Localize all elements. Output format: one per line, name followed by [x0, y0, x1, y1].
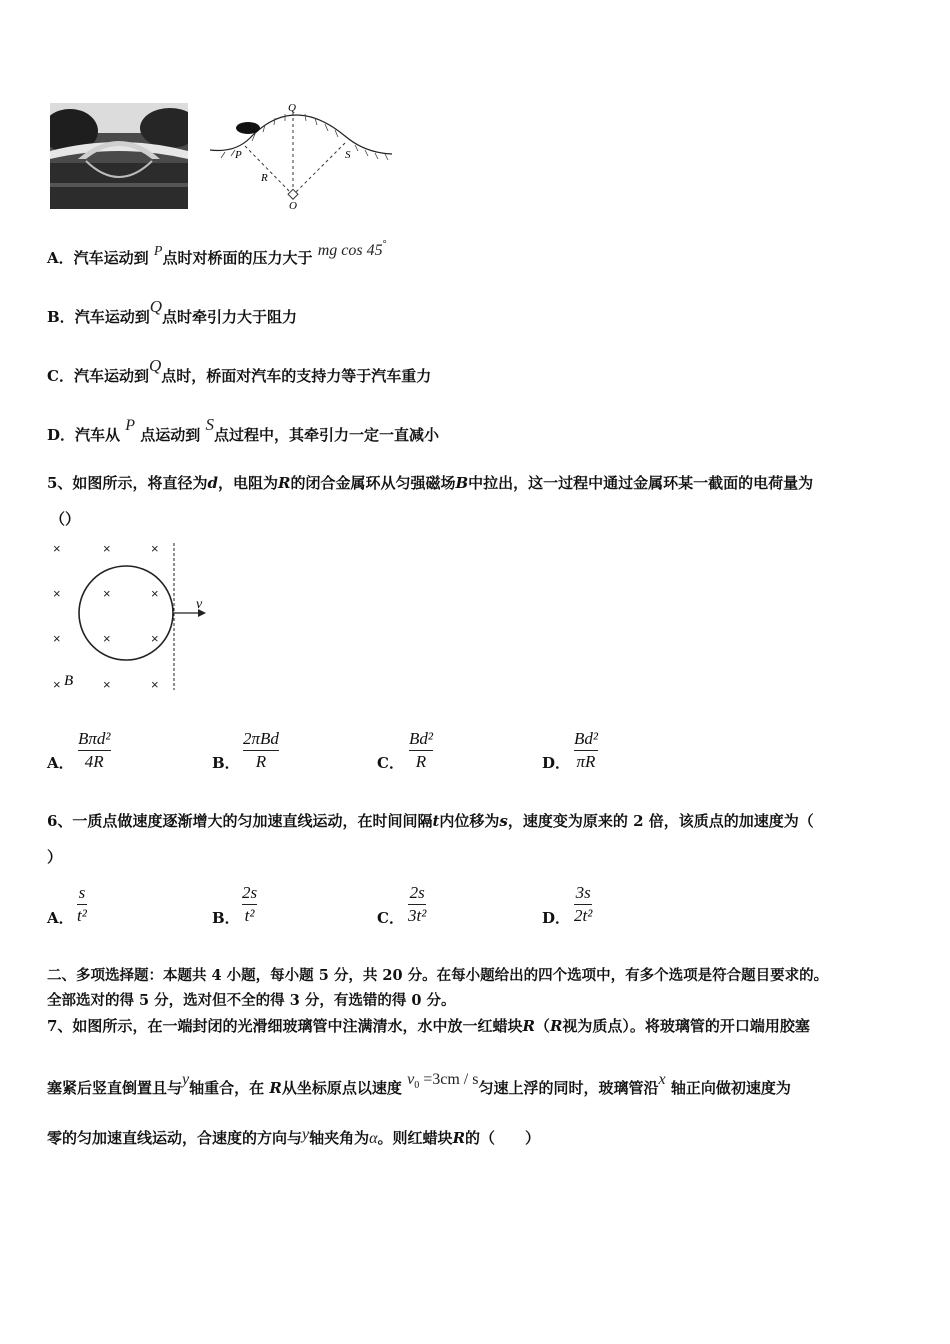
option-text: 点过程中，其牵引力一定一直减小 — [214, 426, 440, 444]
var-d: d — [207, 474, 218, 492]
q6-stem-line1 — [47, 811, 814, 831]
q5-option-a-fraction — [78, 729, 111, 772]
q5-stem-line2: （） — [50, 510, 81, 528]
option-text: 汽车运动到 — [73, 367, 149, 385]
q5-option-d-letter[interactable]: D． — [542, 754, 571, 772]
option-letter: B． — [47, 308, 75, 326]
fraction-bar — [408, 904, 426, 905]
var-r: R — [269, 1079, 282, 1097]
stem-text: 。则红蜡块 — [377, 1129, 453, 1147]
option-text: 点时牵引力大于阻力 — [161, 308, 297, 326]
svg-text:×: × — [103, 677, 111, 692]
field-crosses — [53, 541, 159, 692]
svg-text:×: × — [53, 541, 61, 556]
svg-text:×: × — [103, 631, 111, 646]
arch-bridge-diagram — [205, 98, 400, 213]
magnetic-field-diagram — [48, 535, 218, 695]
stem-text: 轴夹角为 — [309, 1129, 370, 1147]
var-r: R — [549, 1017, 563, 1035]
label-b: B — [64, 673, 74, 689]
q4-option-d[interactable] — [47, 415, 440, 446]
fraction-bar — [409, 750, 433, 751]
var-v: v — [407, 1071, 415, 1088]
q6-option-a-letter[interactable]: A． — [47, 909, 74, 927]
svg-text:×: × — [53, 677, 61, 692]
svg-text:×: × — [53, 586, 61, 601]
numerator: Bπd² — [78, 729, 111, 748]
denominator: πR — [576, 752, 596, 771]
var-r: R — [452, 1129, 466, 1147]
stem-text: 的（ ） — [465, 1129, 541, 1147]
q5-option-b-letter[interactable]: B． — [212, 754, 240, 772]
option-text: 点时，桥面对汽车的支持力等于汽车重力 — [161, 367, 432, 385]
stem-text: ，速度变为原来的 2 倍，该质点的加速度为（ — [507, 812, 814, 830]
fraction-bar — [243, 750, 279, 751]
q4-option-a[interactable] — [47, 239, 387, 271]
var-r: R — [277, 474, 291, 492]
q5-option-d-fraction — [574, 729, 598, 772]
option-letter: D． — [47, 426, 76, 444]
section2-instructions: 全部选对的得 5 分，选对但不全的得 3 分，有选错的得 0 分。 — [47, 992, 456, 1009]
subscript: 0 — [414, 1080, 420, 1091]
stem-text: 5、如图所示，将直径为 — [47, 474, 208, 492]
svg-text:×: × — [53, 631, 61, 646]
svg-text:×: × — [151, 586, 159, 601]
var-y: y — [182, 1071, 190, 1088]
q4-option-b[interactable] — [47, 297, 297, 327]
stem-text: 从坐标原点以速度 — [281, 1079, 402, 1097]
stem-text: 的闭合金属环从匀强磁场 — [290, 474, 456, 492]
option-letter: C． — [47, 367, 74, 385]
var-s: s — [499, 812, 508, 830]
metal-ring — [79, 566, 173, 660]
fraction-bar — [574, 904, 592, 905]
stem-text: 塞紧后竖直倒置且与 — [47, 1079, 183, 1097]
numerator: 2s — [242, 883, 258, 902]
numerator: Bd² — [409, 729, 433, 748]
option-text: 汽车从 — [75, 426, 121, 444]
q7-stem-line3 — [47, 1128, 540, 1149]
option-text: 汽车运动到 — [73, 249, 149, 267]
option-text: 点时对桥面的压力大于 — [162, 249, 313, 267]
q6-option-b-fraction — [242, 883, 257, 926]
q5-stem-line1 — [47, 473, 813, 493]
numerator: 2πBd — [243, 729, 279, 748]
var-alpha: α — [369, 1130, 378, 1147]
section2-heading: 二、多项选择题：本题共 4 小题，每小题 5 分，共 20 分。在每小题给出的四个选项中，有多个选项是符合题目要求的。 — [47, 967, 829, 984]
degree-sign: ° — [382, 239, 387, 250]
velocity-expression — [407, 1070, 479, 1091]
svg-text:×: × — [151, 631, 159, 646]
stem-text: 内位移为 — [439, 812, 500, 830]
q6-option-c-fraction — [408, 883, 426, 926]
option-letter: A． — [47, 249, 74, 267]
var-p: P — [125, 417, 136, 434]
q5-option-a-letter[interactable]: A． — [47, 754, 74, 772]
math-expr: mg cos 45 — [317, 242, 383, 259]
q6-option-a-fraction — [77, 883, 87, 926]
svg-text:×: × — [151, 677, 159, 692]
stem-text: ，电阻为 — [217, 474, 278, 492]
label-r: R — [261, 172, 268, 184]
fraction-bar — [242, 904, 257, 905]
car-icon — [236, 122, 260, 134]
label-s: S — [345, 149, 351, 161]
stem-text: 中拉出，这一过程中通过金属环某一截面的电荷量为 — [468, 474, 814, 492]
label-o: O — [289, 200, 297, 212]
denominator: 3t² — [408, 906, 427, 925]
fraction-bar — [574, 750, 598, 751]
denominator: 2t² — [574, 906, 593, 925]
var-t: t — [432, 812, 440, 830]
var-s: S — [205, 415, 215, 434]
stem-text: 轴重合，在 — [189, 1079, 265, 1097]
denominator: R — [255, 752, 267, 771]
denominator: t² — [244, 906, 255, 925]
option-text: 点运动到 — [140, 426, 201, 444]
q7-stem-line2 — [47, 1071, 791, 1101]
q4-option-c[interactable] — [47, 356, 432, 386]
var-y: y — [302, 1126, 310, 1143]
var-x: x — [658, 1071, 666, 1088]
q6-option-c-letter[interactable]: C． — [377, 909, 404, 927]
label-v: v — [196, 597, 203, 612]
var-b: B — [455, 474, 469, 492]
svg-text:×: × — [103, 541, 111, 556]
var-r: R — [522, 1017, 535, 1035]
q6-option-d-fraction — [574, 883, 592, 926]
velocity-value: =3cm / s — [419, 1071, 479, 1088]
fraction-bar — [78, 750, 111, 751]
numerator: s — [78, 883, 86, 902]
numerator: 2s — [409, 883, 425, 902]
var-p: P — [153, 244, 163, 259]
label-q: Q — [288, 102, 296, 114]
var-q: Q — [149, 297, 162, 316]
stem-text: （ — [534, 1017, 550, 1035]
fraction-bar — [77, 904, 87, 905]
svg-text:×: × — [151, 541, 159, 556]
numerator: Bd² — [574, 729, 598, 748]
bridge-photo — [50, 103, 188, 209]
numerator: 3s — [575, 883, 591, 902]
q5-option-b-fraction — [243, 729, 279, 772]
label-p: P — [235, 149, 242, 161]
stem-text: 6、一质点做速度逐渐增大的匀加速直线运动，在时间间隔 — [47, 812, 433, 830]
q5-option-c-fraction — [409, 729, 433, 772]
stem-text: 视为质点）。将玻璃管的开口端用胶塞 — [562, 1017, 810, 1035]
q6-option-b-letter[interactable]: B． — [212, 909, 240, 927]
svg-text:×: × — [103, 586, 111, 601]
q7-stem-line1 — [47, 1016, 810, 1036]
q5-option-c-letter[interactable]: C． — [377, 754, 404, 772]
denominator: R — [415, 752, 427, 771]
denominator: 4R — [84, 752, 104, 771]
var-q: Q — [148, 356, 162, 375]
stem-text: 零的匀加速直线运动，合速度的方向与 — [47, 1129, 303, 1147]
q6-option-d-letter[interactable]: D． — [542, 909, 571, 927]
stem-text: 匀速上浮的同时，玻璃管沿 — [478, 1079, 659, 1097]
stem-text: 7、如图所示，在一端封闭的光滑细玻璃管中注满清水，水中放一红蜡块 — [47, 1017, 523, 1035]
q6-stem-line2: ） — [47, 848, 63, 866]
option-text: 汽车运动到 — [74, 308, 150, 326]
denominator: t² — [77, 906, 87, 925]
stem-text: 轴正向做初速度为 — [670, 1079, 791, 1097]
